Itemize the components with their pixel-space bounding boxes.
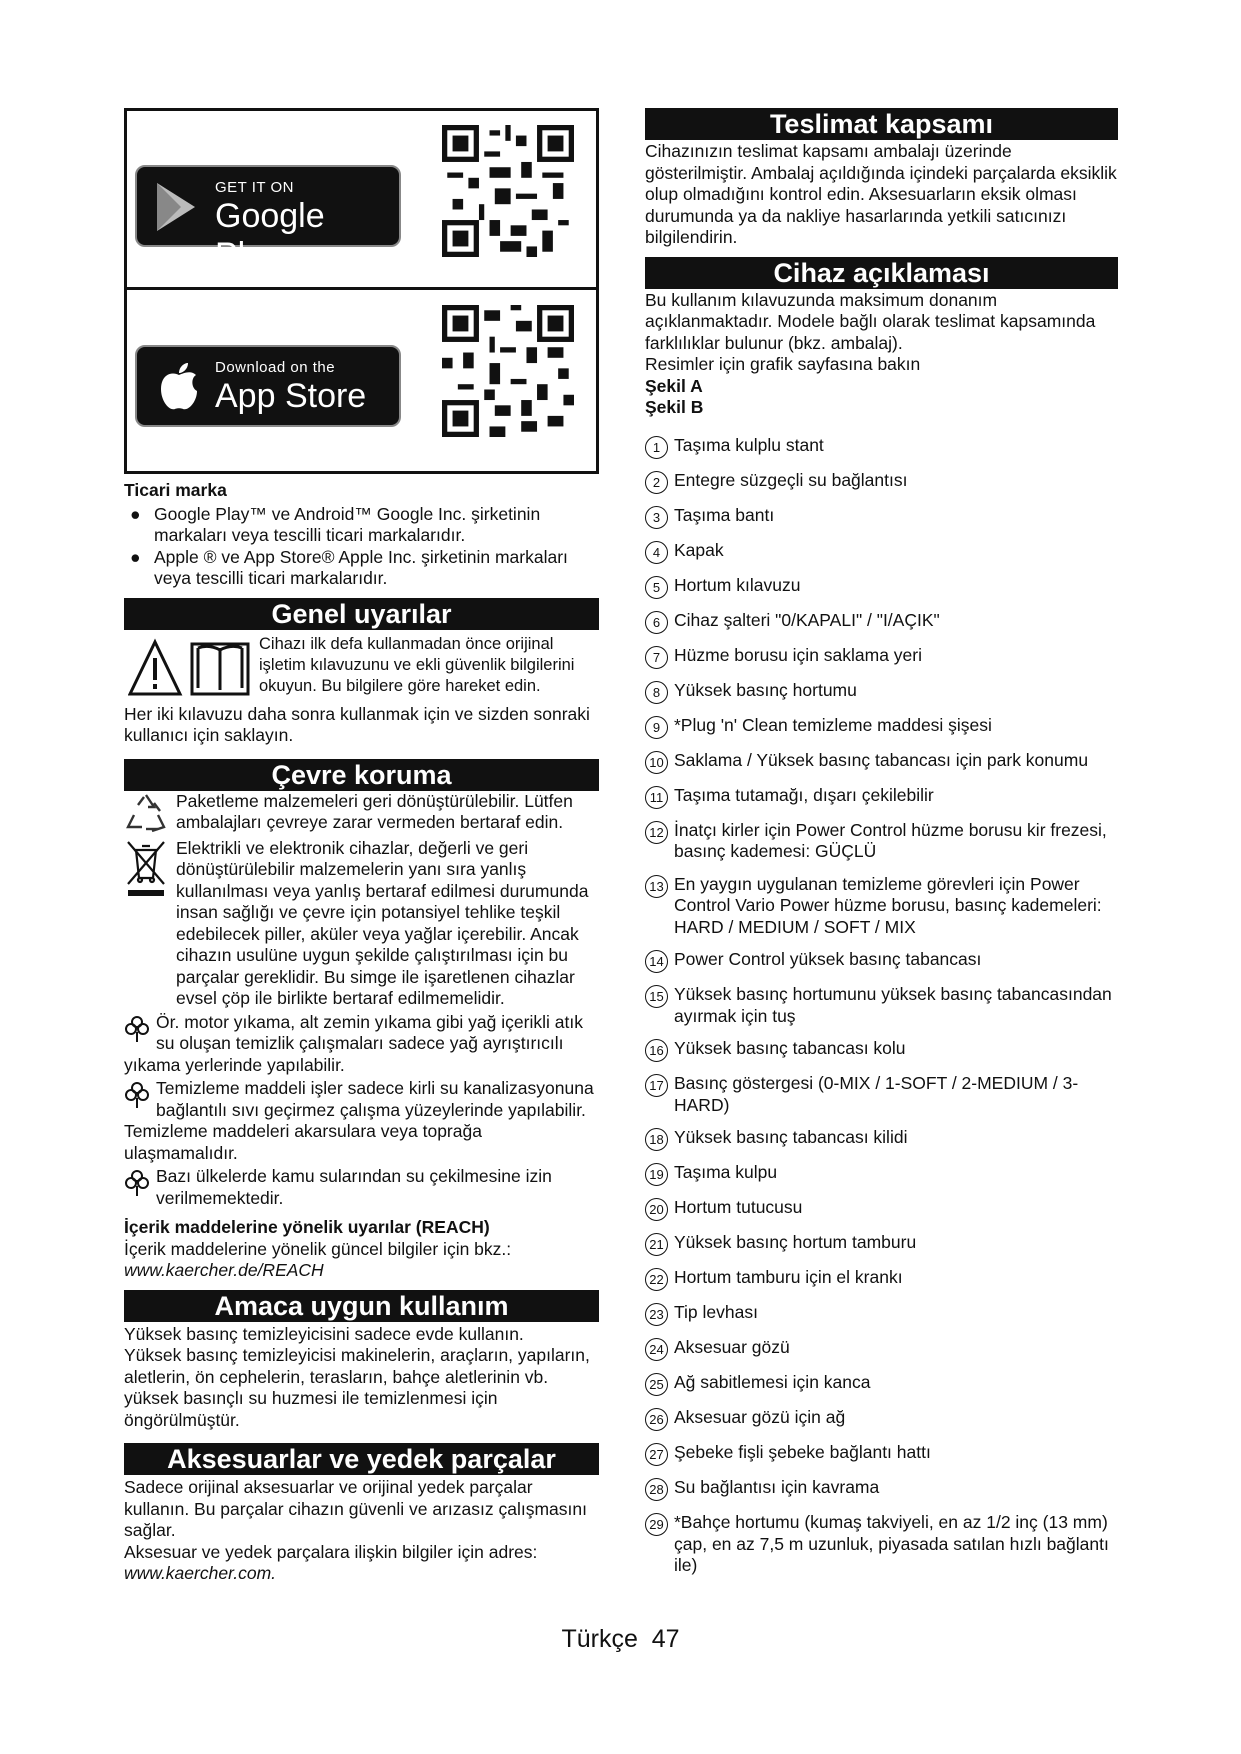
item-number-badge: 4 <box>645 541 668 564</box>
oil-text-2: Temizleme maddeli işler sadece kirli su kanalizasyonuna bağlantılı sıvı geçirmez çalışma yüzeylerinde yapılabilir. Temizleme maddeleri akarsulara veya toprağa ulaşmamalıdır. <box>124 1078 594 1163</box>
item-label: Taşıma kulpu <box>674 1162 778 1182</box>
cevre-header: Çevre koruma <box>124 759 599 791</box>
item-number-badge: 6 <box>645 611 668 634</box>
recycle-note <box>124 791 599 834</box>
reach-link[interactable]: www.kaercher.de/REACH <box>124 1260 324 1280</box>
oil-note-1 <box>124 1012 599 1077</box>
weee-text: Elektrikli ve elektronik cihazlar, değerli ve geri dönüştürülebilir malzemelerin yanı sıra yanlış kullanılması veya yanlış bertaraf edilmesi durumunda insan sağlığı ve çevre için potansiyel tehlike teşkil edebilecek piller, aküler veya yağlar içerebilir. Ancak cihazın usulüne uygun şekilde çalıştırılması için bu parçalar gereklidir. Bu simge ile işaretlenen cihazlar evsel çöp ile birlikte bertaraf edilmemelidir. <box>176 837 589 1008</box>
item-label: Taşıma bantı <box>674 504 775 525</box>
oil-note-2 <box>124 1078 599 1164</box>
environment-icon <box>124 1080 150 1110</box>
oil-text-1: Ör. motor yıkama, alt zemin yıkama gibi yağ içerikli atık su oluşan temizlik çalışmaları sadece yağ ayrıştırıcılı yıkama yerlerinde yapılabilir. <box>124 1011 583 1075</box>
apple-icon <box>157 361 201 413</box>
oil-note-3 <box>124 1166 599 1209</box>
item-label: Basınç göstergesi (0-MIX / 1-SOFT / 2-MEDIUM / 3-HARD) <box>674 1073 1079 1115</box>
environment-icon <box>124 1014 150 1044</box>
item-number-badge: 26 <box>645 1408 668 1431</box>
manual-book-icon <box>192 644 248 694</box>
list-item <box>645 505 1118 529</box>
item-label: Yüksek basınç tabancası kolu <box>674 1038 906 1058</box>
amaca-text-2: Yüksek basınç temizleyicisi makinelerin, araçların, yapıların, aletlerin, ön cephelerin, terasların, bahçe aletlerinin vb. yüksek basınçlı su huzmesi ile temizlenmesi için öngörülmüştür. <box>124 1345 590 1430</box>
item-number-badge: 14 <box>645 950 668 973</box>
app-box-divider <box>127 287 596 290</box>
item-label: İnatçı kirler için Power Control hüzme borusu kir frezesi, basınç kademesi: GÜÇLÜ <box>674 819 1107 861</box>
list-item <box>645 1127 1118 1151</box>
cihaz-text-2: Resimler için grafik sayfasına bakın <box>645 354 921 374</box>
list-item <box>645 984 1118 1027</box>
item-label: En yaygın uygulanan temizleme görevleri için Power Control Vario Power hüzme borusu, basınç kademeleri: HARD / MEDIUM / SOFT / MIX <box>674 873 1102 937</box>
aksesuar-text-1: Sadece orijinal aksesuarlar ve orijinal yedek parçalar kullanın. Bu parçalar cihazın güvenli ve arızasız çalışmasını sağlar. <box>124 1477 587 1540</box>
item-label: Yüksek basınç hortumu <box>674 679 857 700</box>
recycle-text: Paketleme malzemeleri geri dönüştürülebilir. Lütfen ambalajları çevreye zarar vermeden bertaraf edin. <box>176 790 573 832</box>
item-number-badge: 17 <box>645 1074 668 1097</box>
list-item <box>645 610 1118 634</box>
item-number-badge: 3 <box>645 506 668 529</box>
app-store-small-text: Download on the <box>215 359 336 376</box>
cihaz-text-1: Bu kullanım kılavuzunda maksimum donanım açıklanmaktadır. Modele bağlı olarak teslimat kapsamında farklılıklar bulunur (bkz. ambalaj). <box>645 289 1096 353</box>
list-item <box>645 1372 1118 1396</box>
warning-triangle-icon <box>128 638 253 700</box>
oil-text-3: Bazı ülkelerde kamu sularından su çekilmesine izin verilmemektedir. <box>156 1166 552 1208</box>
teslimat-text: Cihazınızın teslimat kapsamı ambalajı üzerinde gösterilmiştir. Ambalaj açıldığında içindeki parçalarda eksiklik olup olmadığını kontrol edin. Aksesuarların eksik olması durumunda ya da nakliye hasarlarında yetkili satıcınızı bilgilendirin. <box>645 141 1117 247</box>
item-number-badge: 12 <box>645 821 668 844</box>
aksesuar-link[interactable]: www.kaercher.com. <box>124 1563 277 1583</box>
bullet-icon: ● <box>130 503 141 524</box>
list-item <box>645 1232 1118 1256</box>
list-item <box>645 785 1118 809</box>
list-item <box>645 575 1118 599</box>
app-download-box <box>124 108 599 474</box>
environment-icon <box>124 1168 150 1198</box>
item-label: Aksesuar gözü <box>674 1337 790 1357</box>
recycle-icon <box>124 791 168 835</box>
list-item <box>645 435 1118 459</box>
safety-warning-text: Cihazı ilk defa kullanmadan önce orijinal işletim kılavuzunu ve ekli güvenlik bilgilerini okuyun. Bu bilgilere göre hareket edin. <box>259 634 575 695</box>
list-item <box>645 645 1118 669</box>
item-label: Hüzme borusu için saklama yeri <box>674 644 923 665</box>
trademark-list <box>124 504 599 590</box>
weee-note <box>124 838 599 1010</box>
list-item <box>645 1512 1118 1577</box>
item-label: Şebeke fişli şebeke bağlantı hattı <box>674 1442 931 1462</box>
list-item <box>645 1162 1118 1186</box>
item-label: Hortum tamburu için el krankı <box>674 1267 903 1287</box>
item-number-badge: 27 <box>645 1443 668 1466</box>
teslimat-header: Teslimat kapsamı <box>645 108 1118 140</box>
list-item: ● Apple ® ve App Store® Apple Inc. şirketinin markaları veya tescilli ticari markalarıdır. <box>130 546 568 588</box>
item-number-badge: 29 <box>645 1513 668 1536</box>
item-number-badge: 7 <box>645 646 668 669</box>
item-number-badge: 10 <box>645 751 668 774</box>
item-label: Taşıma kulplu stant <box>674 434 824 455</box>
item-number-badge: 25 <box>645 1373 668 1396</box>
item-number-badge: 5 <box>645 576 668 599</box>
item-number-badge: 20 <box>645 1198 668 1221</box>
list-item <box>645 1442 1118 1466</box>
item-number-badge: 1 <box>645 436 668 459</box>
figure-a-label: Şekil A <box>645 375 703 396</box>
item-label: Yüksek basınç tabancası kilidi <box>674 1127 908 1147</box>
list-item <box>645 820 1118 863</box>
bullet-icon: ● <box>130 546 141 567</box>
item-label: Saklama / Yüksek basınç tabancası için park konumu <box>674 749 1089 770</box>
list-item: ● Google Play™ ve Android™ Google Inc. şirketinin markaları veya tescilli ticari markalarıdır. <box>130 503 541 545</box>
cihaz-header: Cihaz açıklaması <box>645 257 1118 289</box>
item-number-badge: 8 <box>645 681 668 704</box>
item-number-badge: 24 <box>645 1338 668 1361</box>
reach-text: İçerik maddelerine yönelik güncel bilgiler için bkz.: <box>124 1238 512 1259</box>
page-footer <box>0 1625 1241 1654</box>
google-play-big-text: Google Play <box>215 197 325 274</box>
item-label: Tip levhası <box>674 1302 758 1322</box>
aksesuar-header: Aksesuarlar ve yedek parçalar <box>124 1443 599 1475</box>
item-label: Hortum tutucusu <box>674 1197 803 1217</box>
list-item <box>645 470 1118 494</box>
list-item <box>645 680 1118 704</box>
trademark-title: Ticari marka <box>124 480 227 500</box>
item-number-badge: 2 <box>645 471 668 494</box>
reach-title: İçerik maddelerine yönelik uyarılar (REACH) <box>124 1217 490 1237</box>
item-label: Hortum kılavuzu <box>674 574 801 595</box>
list-item <box>645 1038 1118 1062</box>
list-item <box>645 1477 1118 1501</box>
list-item <box>645 715 1118 739</box>
item-label: Aksesuar gözü için ağ <box>674 1407 846 1427</box>
amaca-text-1: Yüksek basınç temizleyicisini sadece evde kullanın. <box>124 1323 524 1344</box>
right-column <box>645 108 1118 1588</box>
google-play-badge[interactable] <box>135 165 401 274</box>
item-label: Yüksek basınç hortumunu yüksek basınç tabancasından ayırmak için tuş <box>674 984 1112 1026</box>
list-item <box>645 874 1118 939</box>
item-label: Kapak <box>674 539 724 560</box>
component-list <box>645 435 1118 1577</box>
item-label: Entegre süzgeçli su bağlantısı <box>674 469 908 490</box>
item-number-badge: 9 <box>645 716 668 739</box>
warning-icons <box>128 638 253 705</box>
item-label: *Plug 'n' Clean temizleme maddesi şişesi <box>674 714 992 735</box>
aksesuar-text-2: Aksesuar ve yedek parçalara ilişkin bilgiler için adres: <box>124 1541 538 1562</box>
item-label: *Bahçe hortumu (kumaş takviyeli, en az 1/2 inç (13 mm) çap, en az 7,5 m uzunluk, piyasada satılan hızlı bağlantı ile) <box>674 1512 1109 1575</box>
app-store-badge[interactable] <box>135 345 401 427</box>
list-item <box>645 1337 1118 1361</box>
list-item <box>645 1407 1118 1431</box>
item-label: Su bağlantısı için kavrama <box>674 1477 880 1497</box>
item-number-badge: 23 <box>645 1303 668 1326</box>
footer-language: Türkçe <box>561 1625 638 1653</box>
list-item <box>645 540 1118 564</box>
google-play-small-text: GET IT ON <box>215 179 294 196</box>
genel-text: Her iki kılavuzu daha sonra kullanmak için ve sizden sonraki kullanıcı için saklayın. <box>124 703 590 745</box>
item-label: Cihaz şalteri "0/KAPALI" / "I/AÇIK" <box>674 609 940 630</box>
item-label: Power Control yüksek basınç tabancası <box>674 949 982 969</box>
list-item <box>645 1302 1118 1326</box>
item-label: Ağ sabitlemesi için kanca <box>674 1372 871 1392</box>
app-store-qr-code[interactable] <box>442 305 574 437</box>
page-number: 47 <box>651 1625 680 1653</box>
google-play-qr-code[interactable] <box>442 125 574 257</box>
item-number-badge: 21 <box>645 1233 668 1256</box>
item-number-badge: 11 <box>645 786 668 809</box>
item-number-badge: 18 <box>645 1128 668 1151</box>
genel-header: Genel uyarılar <box>124 598 599 630</box>
list-item <box>645 1197 1118 1221</box>
item-number-badge: 16 <box>645 1039 668 1062</box>
safety-warning <box>124 634 599 704</box>
item-number-badge: 13 <box>645 875 668 898</box>
list-item <box>645 750 1118 774</box>
figure-b-label: Şekil B <box>645 397 704 417</box>
amaca-header: Amaca uygun kullanım <box>124 1290 599 1322</box>
item-number-badge: 28 <box>645 1478 668 1501</box>
list-item <box>645 1073 1118 1116</box>
app-store-big-text: App Store <box>215 377 367 415</box>
google-play-icon <box>151 181 203 233</box>
left-column <box>124 108 599 1585</box>
list-item <box>645 1267 1118 1291</box>
list-item <box>645 949 1118 973</box>
item-label: Taşıma tutamağı, dışarı çekilebilir <box>674 784 934 805</box>
item-number-badge: 19 <box>645 1163 668 1186</box>
item-number-badge: 22 <box>645 1268 668 1291</box>
crossed-bin-icon <box>124 838 168 898</box>
item-label: Yüksek basınç hortum tamburu <box>674 1232 917 1252</box>
item-number-badge: 15 <box>645 985 668 1008</box>
